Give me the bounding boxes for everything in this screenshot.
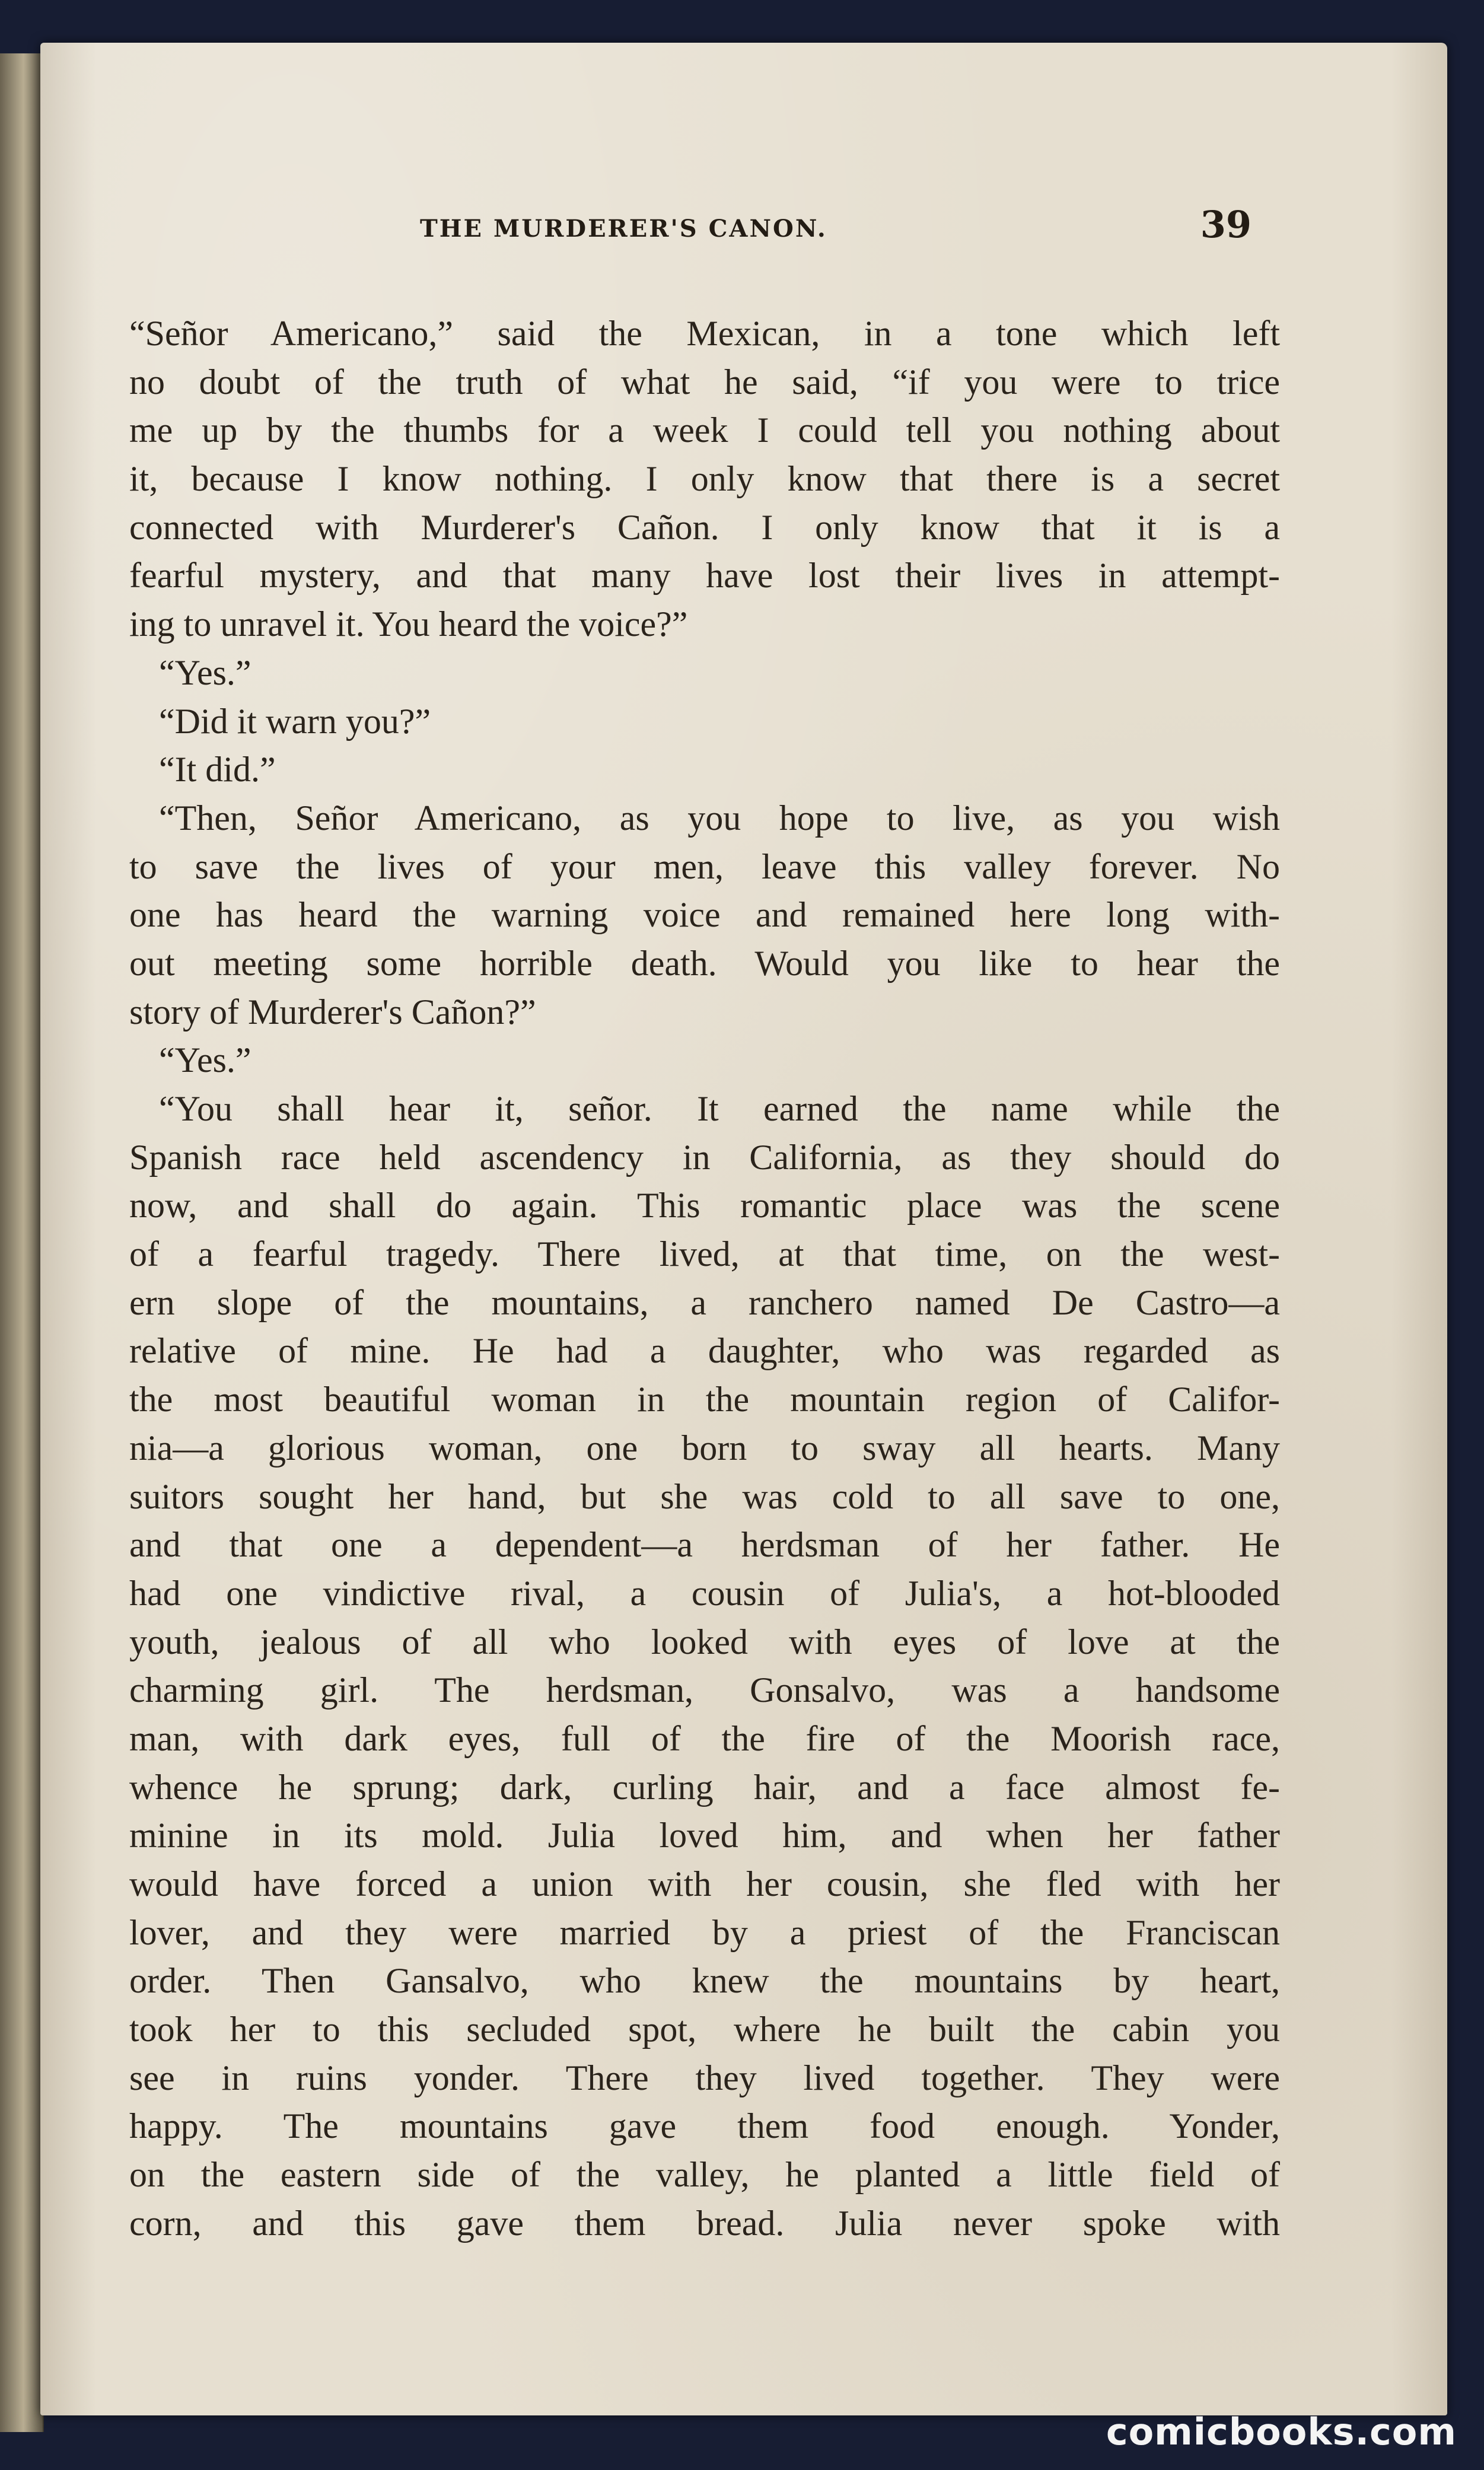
page-number: 39 — [1200, 203, 1251, 246]
text-line: youth, jealous of all who looked with eyes of love at the — [129, 1622, 1280, 1661]
text-line: ern slope of the mountains, a ranchero named De Castro—a — [129, 1282, 1280, 1322]
text-line: “It did.” — [159, 750, 276, 790]
text-line: man, with dark eyes, full of the fire of the Moorish race, — [129, 1718, 1280, 1758]
body-text — [129, 310, 1280, 2248]
text-line: had one vindictive rival, a cousin of Julia's, a hot-blooded — [129, 1573, 1280, 1613]
text-line: order. Then Gansalvo, who knew the mountains by heart, — [129, 1961, 1280, 2001]
text-line: relative of mine. He had a daughter, who was regarded as — [129, 1331, 1280, 1371]
text-line: it, because I know nothing. I only know that there is a secret — [129, 459, 1280, 499]
text-line: on the eastern side of the valley, he planted a little field of — [129, 2155, 1280, 2195]
adjacent-page-edge — [0, 53, 44, 2432]
text-line: to save the lives of your men, leave this valley forever. No — [129, 846, 1280, 886]
text-line: the most beautiful woman in the mountain region of Califor- — [129, 1380, 1280, 1419]
text-line: whence he sprung; dark, curling hair, and a face almost fe- — [129, 1767, 1280, 1807]
text-line: would have forced a union with her cousin, she fled with her — [129, 1864, 1280, 1904]
text-line: nia—a glorious woman, one born to sway all hearts. Many — [129, 1428, 1280, 1468]
text-line: ing to unravel it. You heard the voice?” — [129, 604, 688, 644]
text-line: took her to this secluded spot, where he built the cabin you — [129, 2010, 1280, 2049]
text-line: “Yes.” — [159, 1040, 251, 1080]
text-line: corn, and this gave them bread. Julia never spoke with — [129, 2203, 1280, 2243]
text-line: out meeting some horrible death. Would you like to hear the — [129, 943, 1280, 983]
text-line: “Señor Americano,” said the Mexican, in a tone which left — [129, 314, 1280, 353]
text-line: “You shall hear it, señor. It earned the name while the — [159, 1089, 1280, 1128]
text-line: “Yes.” — [159, 652, 251, 692]
text-line: minine in its mold. Julia loved him, and when her father — [129, 1816, 1280, 1855]
text-line: fearful mystery, and that many have lost their lives in attempt- — [129, 556, 1280, 596]
text-line: me up by the thumbs for a week I could tell you nothing about — [129, 410, 1280, 450]
text-line: one has heard the warning voice and remained here long with- — [129, 895, 1280, 935]
text-line: Spanish race held ascendency in California, as they should do — [129, 1137, 1280, 1177]
text-line: and that one a dependent—a herdsman of her father. He — [129, 1525, 1280, 1565]
running-head-title: THE MURDERER'S CANON. — [420, 215, 827, 243]
text-line: “Then, Señor Americano, as you hope to live, as you wish — [159, 798, 1280, 838]
text-line: lover, and they were married by a priest of the Franciscan — [129, 1912, 1280, 1952]
text-line: happy. The mountains gave them food enough. Yonder, — [129, 2106, 1280, 2146]
text-line: see in ruins yonder. There they lived together. They were — [129, 2058, 1280, 2097]
text-line: connected with Murderer's Cañon. I only know that it is a — [129, 507, 1280, 547]
text-line: story of Murderer's Cañon?” — [129, 992, 536, 1032]
text-line: suitors sought her hand, but she was cold to all save to one, — [129, 1476, 1280, 1516]
running-head — [40, 202, 1447, 261]
text-line: charming girl. The herdsman, Gonsalvo, was a handsome — [129, 1670, 1280, 1710]
text-line: of a fearful tragedy. There lived, at that time, on the west- — [129, 1234, 1280, 1274]
text-line: “Did it warn you?” — [159, 701, 431, 741]
book-page — [40, 43, 1447, 2415]
text-line: now, and shall do again. This romantic place was the scene — [129, 1186, 1280, 1226]
watermark: comicbooks.com — [1106, 2410, 1457, 2453]
text-line: no doubt of the truth of what he said, “if you were to trice — [129, 362, 1280, 402]
